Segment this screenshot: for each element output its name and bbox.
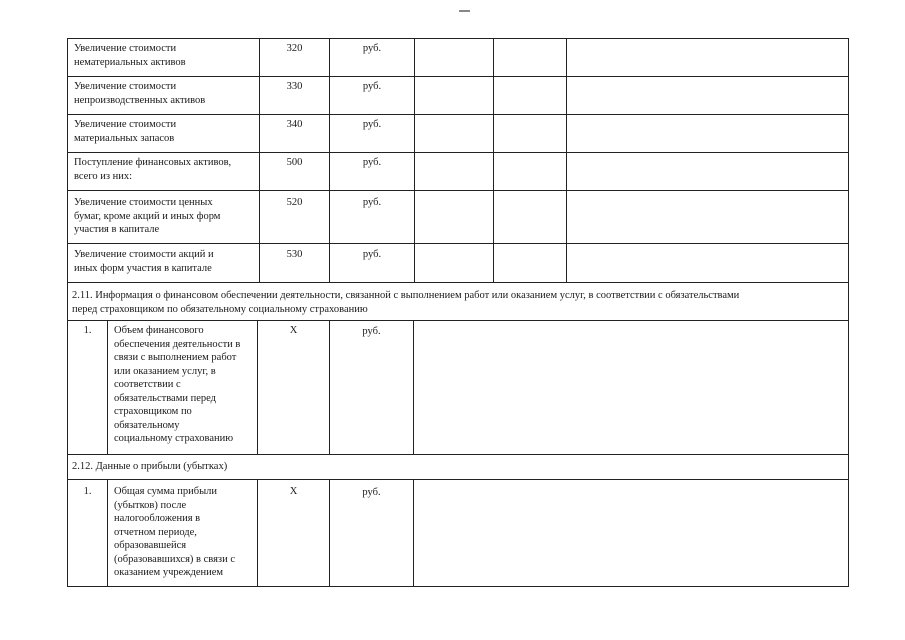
- row-label: Увеличение стоимости акций и иных форм участия в капитале: [74, 249, 214, 274]
- row-code: 340: [286, 119, 303, 130]
- row-unit: руб.: [362, 249, 382, 260]
- row-unit: руб.: [362, 197, 382, 208]
- row-label: Увеличение стоимости ценных бумаг, кроме акций и иных форм участия в капитале: [74, 197, 221, 235]
- row-unit: руб.: [362, 326, 381, 337]
- row-unit: руб.: [362, 157, 382, 168]
- row-number: 1.: [83, 325, 92, 336]
- row-code: 320: [286, 43, 303, 54]
- row-code: X: [289, 486, 298, 497]
- row-label: Увеличение стоимости материальных запасов: [74, 119, 177, 144]
- row-code: 500: [286, 157, 303, 168]
- row-code: 530: [286, 249, 303, 260]
- row-label: Поступление финансовых активов, всего из них:: [74, 157, 232, 182]
- row-label: Увеличение стоимости непроизводственных активов: [74, 81, 206, 106]
- row-unit: руб.: [362, 81, 382, 92]
- section-title: 2.12. Данные о прибыли (убытках): [72, 461, 228, 472]
- section-title: 2.11. Информация о финансовом обеспечении деятельности, связанной с выполнением работ или оказанием услуг, в соответствии с обязательствами перед страховщиком по обязательному социальному страхованию: [72, 290, 740, 315]
- row-label: Общая сумма прибыли (убытков) после налогообложения в отчетном периоде, образовавшейся (образовавшихся) в связи с оказанием учреждением: [114, 486, 235, 578]
- row-code: X: [289, 325, 298, 336]
- row-unit: руб.: [362, 487, 381, 498]
- row-code: 330: [286, 81, 303, 92]
- row-number: 1.: [83, 486, 92, 497]
- row-code: 520: [286, 197, 303, 208]
- row-label: Увеличение стоимости нематериальных активов: [74, 43, 186, 68]
- row-unit: руб.: [362, 119, 382, 130]
- scan-mark: [459, 10, 470, 12]
- row-label: Объем финансового обеспечения деятельности в связи с выполнением работ или оказанием услуг, в соответствии с обязательствами перед страховщиком по обязательному социальному страхованию: [114, 325, 241, 444]
- row-unit: руб.: [362, 43, 382, 54]
